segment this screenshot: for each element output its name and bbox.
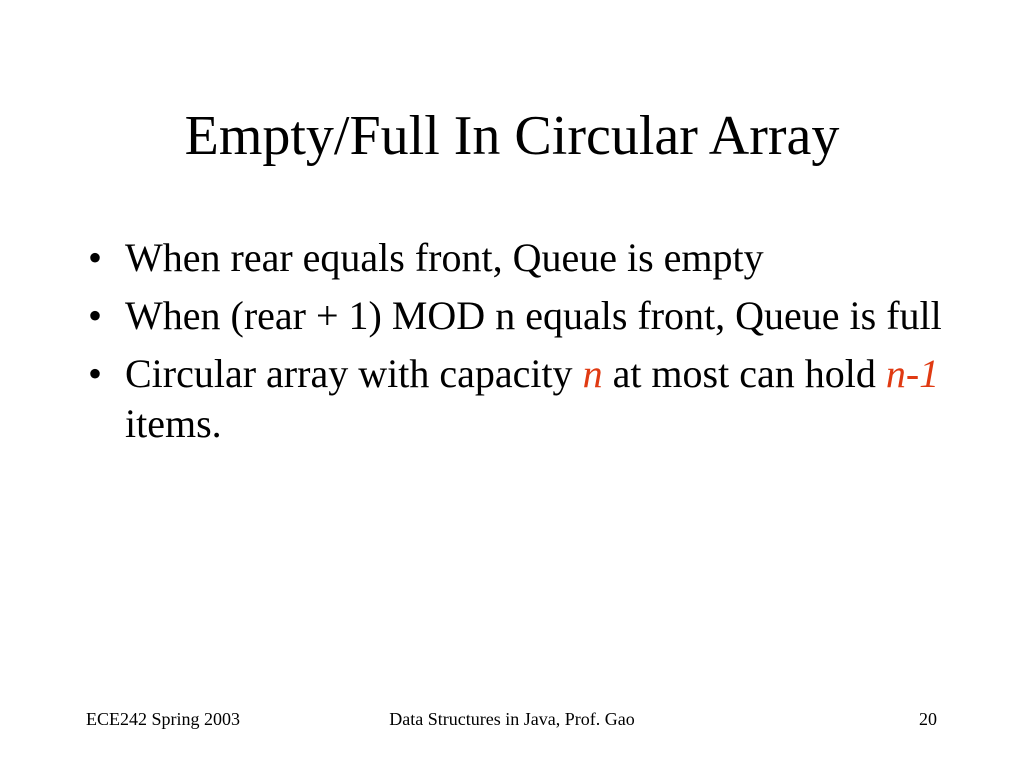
bullet-icon: •	[88, 235, 103, 280]
slide-title: Empty/Full In Circular Array	[184, 105, 840, 167]
bullet-list	[88, 233, 958, 457]
bullet-text-part: items.	[125, 401, 222, 446]
emphasis-n: n	[582, 351, 603, 396]
bullet-item-empty	[88, 233, 958, 283]
bullet-icon: •	[88, 351, 103, 396]
emphasis-n-minus-1: n-1	[885, 351, 940, 396]
bullet-text-part: Circular array with capacity	[125, 351, 583, 396]
bullet-item-capacity	[88, 349, 958, 449]
footer-course: ECE242 Spring 2003	[86, 709, 241, 729]
bullet-text-part: at most can hold	[602, 351, 886, 396]
page-number: 20	[919, 709, 937, 729]
footer-course-title: Data Structures in Java, Prof. Gao	[389, 709, 635, 729]
bullet-item-full	[88, 291, 958, 341]
bullet-text: When rear equals front, Queue is empty	[125, 235, 764, 280]
bullet-icon: •	[88, 293, 103, 338]
bullet-text: When (rear + 1) MOD n equals front, Queue is full	[125, 293, 942, 338]
